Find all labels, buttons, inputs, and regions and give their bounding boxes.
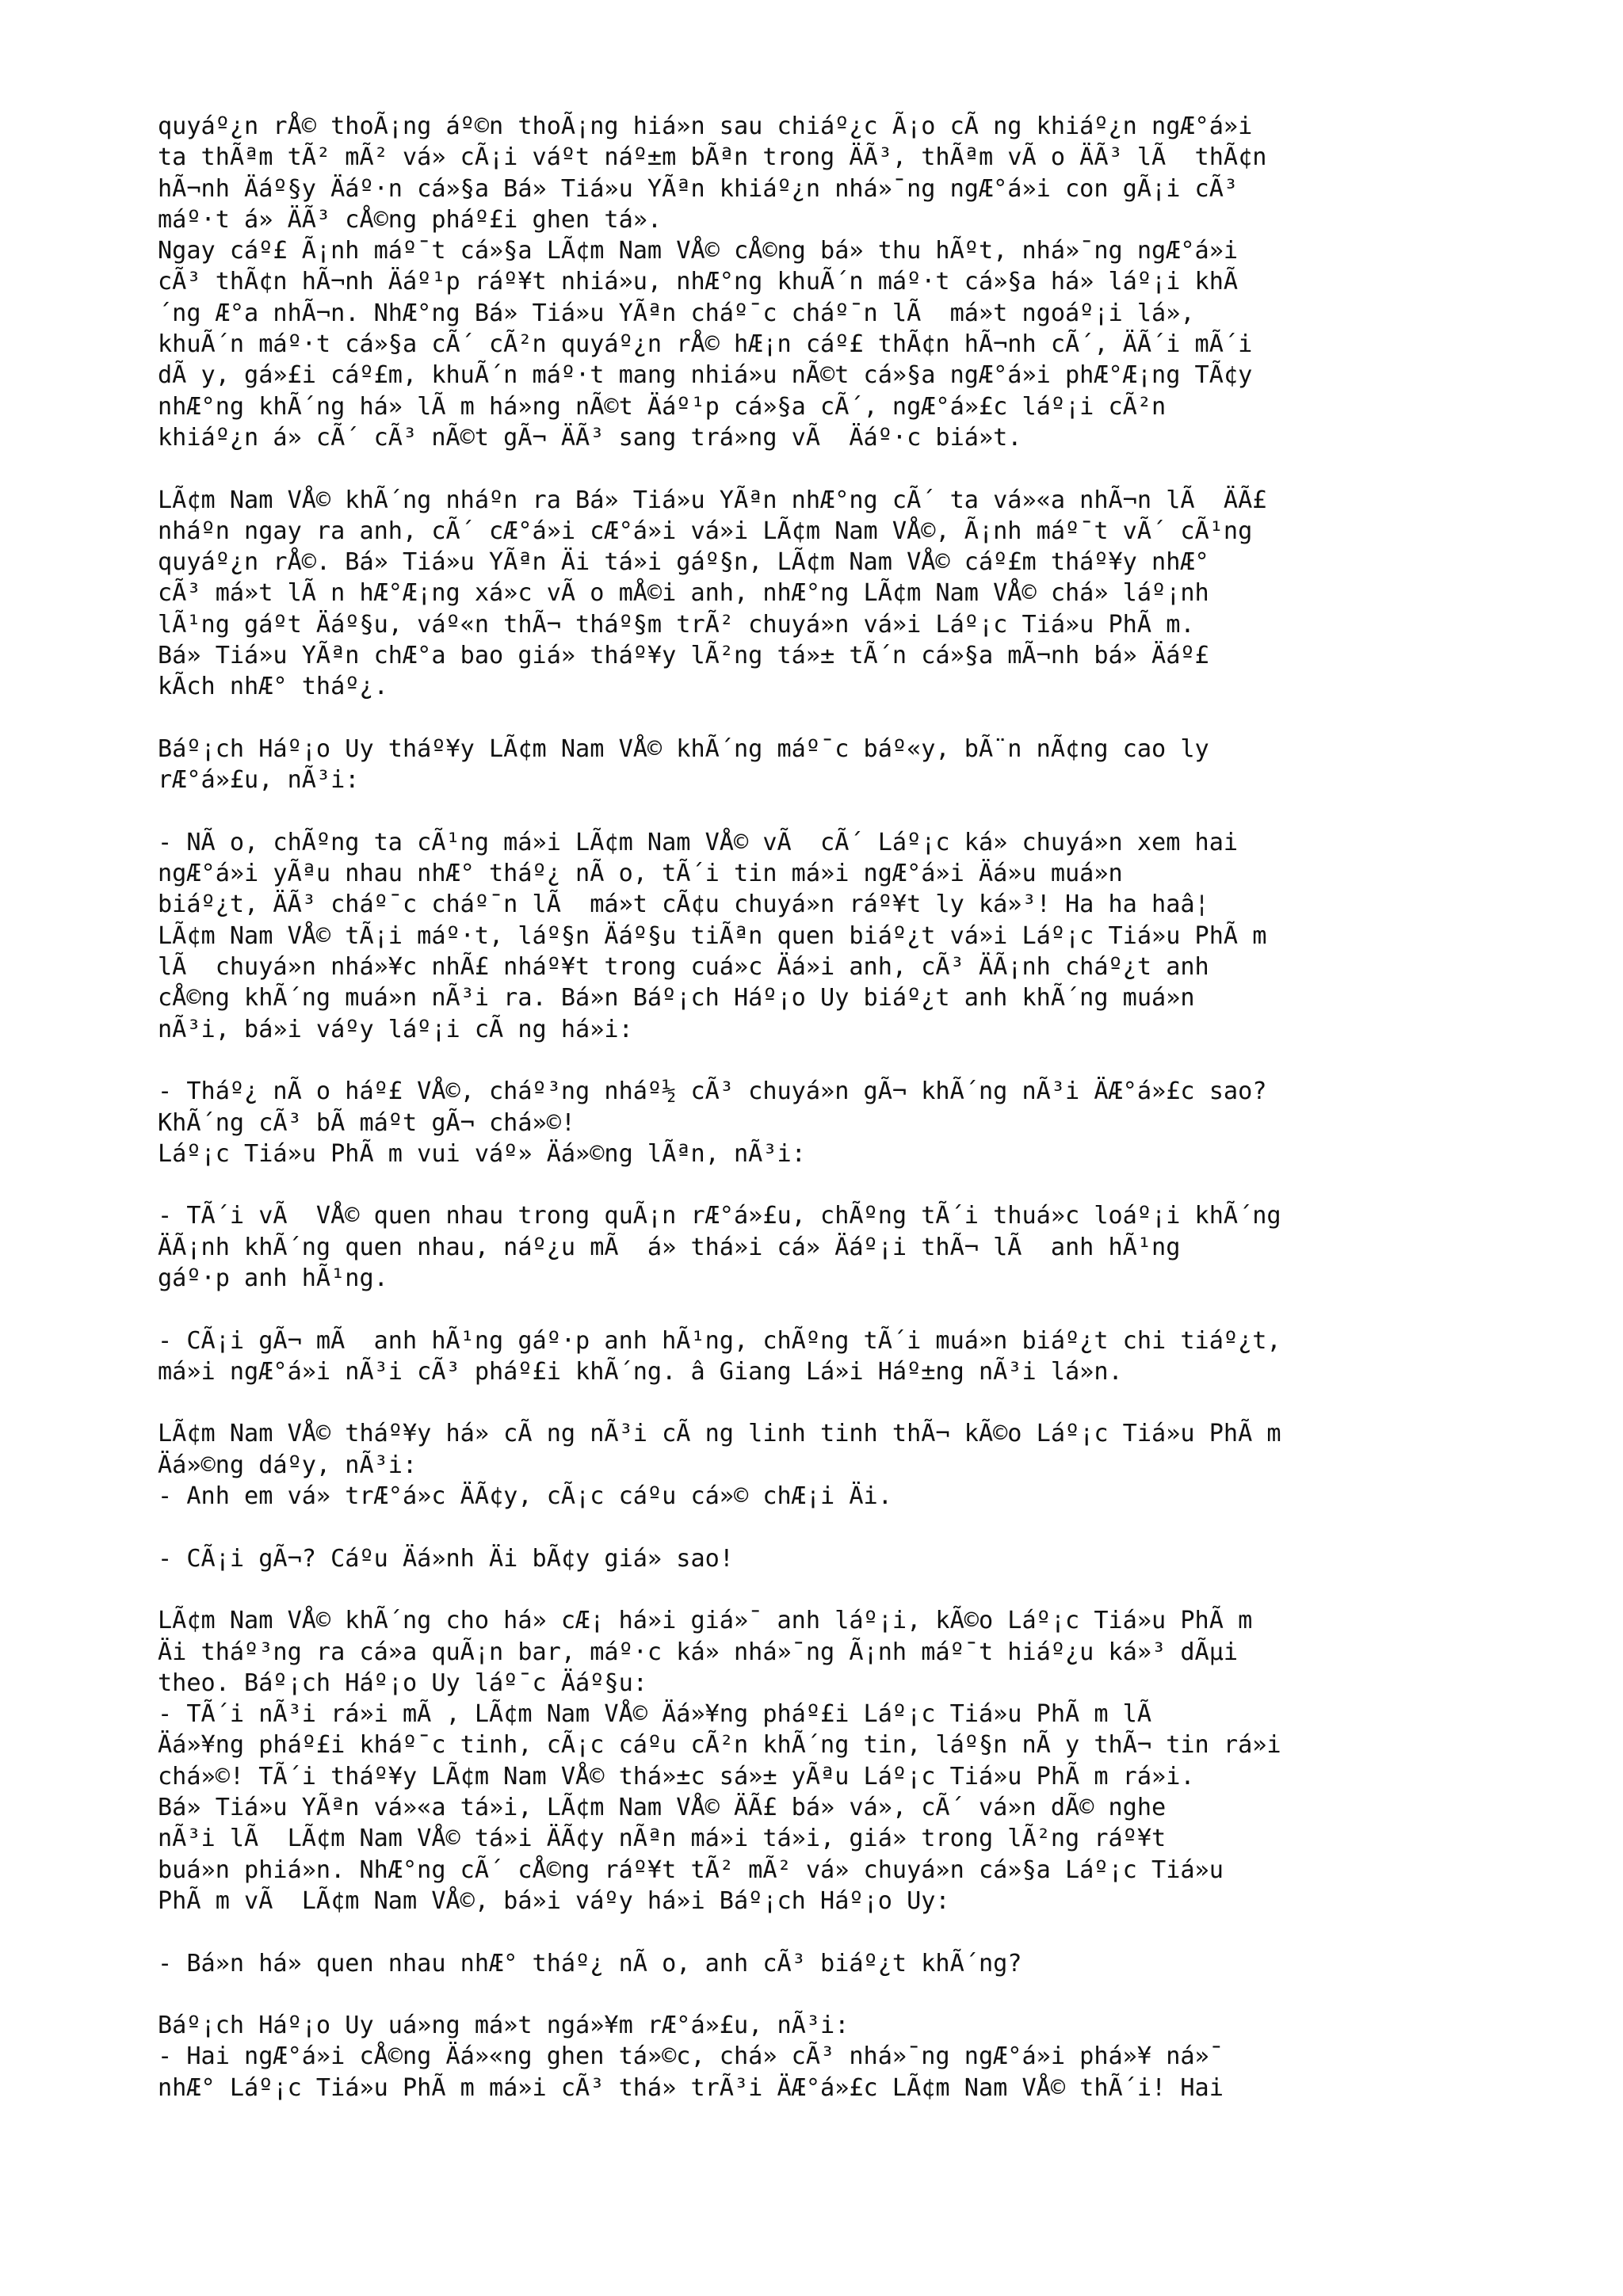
text-line: LÃ¢m Nam VÅ© tháº¥y há» cÃ ng nÃ³i cÃ ng linh tinh thÃ¬ kÃ©o Láº¡c Tiá»u PhÃ m bbox=[158, 1420, 1281, 1448]
text-line: lÃ¹ng gáºt Äáº§u, váº«n thÃ¬ tháº§m trÃ² chuyá»n vá»i Láº¡c Tiá»u PhÃ m. bbox=[158, 610, 1195, 639]
text-line: ta thÃªm tÃ² mÃ² vá» cÃ¡i váºt náº±m bÃªn trong ÄÃ³, thÃªm vÃ o ÄÃ³ lÃ thÃ¢n bbox=[158, 143, 1267, 172]
text-line: LÃ¢m Nam VÅ© khÃ´ng nháºn ra Bá» Tiá»u YÃªn nhÆ°ng cÃ´ ta vá»«a nhÃ¬n lÃ ÄÃ£ bbox=[158, 486, 1267, 514]
text-line: nÃ³i lÃ LÃ¢m Nam VÅ© tá»i ÄÃ¢y nÃªn má»i tá»i, giá» trong lÃ²ng ráº¥t bbox=[158, 1825, 1167, 1853]
text-line: theo. Báº¡ch Háº¡o Uy láº¯c Äáº§u: bbox=[158, 1669, 647, 1697]
text-line: - Tháº¿ nÃ o háº£ VÅ©, cháº³ng nháº½ cÃ³ chuyá»n gÃ¬ khÃ´ng nÃ³i ÄÆ°á»£c sao? bbox=[158, 1077, 1267, 1106]
text-line bbox=[158, 1574, 1473, 1605]
text-line: chá»©! TÃ´i tháº¥y LÃ¢m Nam VÅ© thá»±c sá»± yÃªu Láº¡c Tiá»u PhÃ m rá»i. bbox=[158, 1762, 1195, 1791]
text-line: ÄÃ¡nh khÃ´ng quen nhau, náº¿u mÃ á» thá»i cá» Äáº¡i thÃ¬ lÃ anh hÃ¹ng bbox=[158, 1233, 1181, 1261]
text-line: - Bá»n há» quen nhau nhÆ° tháº¿ nÃ o, anh cÃ³ biáº¿t khÃ´ng? bbox=[158, 1949, 1022, 1978]
text-line: - Hai ngÆ°á»i cÅ©ng Äá»«ng ghen tá»©c, chá» cÃ³ nhá»¯ng ngÆ°á»i phá»¥ ná»¯ bbox=[158, 2042, 1224, 2071]
text-line: Äi tháº³ng ra cá»a quÃ¡n bar, máº·c ká» nhá»¯ng Ã¡nh máº¯t hiáº¿u ká»³ dÃµi bbox=[158, 1638, 1239, 1666]
text-line: ´ng Æ°a nhÃ¬n. NhÆ°ng Bá» Tiá»u YÃªn cháº¯c cháº¯n lÃ má»t ngoáº¡i lá», bbox=[158, 299, 1195, 327]
text-line bbox=[158, 1294, 1473, 1325]
text-line: hÃ¬nh Äáº§y Äáº·n cá»§a Bá» Tiá»u YÃªn khiáº¿n nhá»¯ng ngÆ°á»i con gÃ¡i cÃ³ bbox=[158, 174, 1239, 203]
text-line: Äá»¥ng pháº£i kháº¯c tinh, cÃ¡c cáºu cÃ²n khÃ´ng tin, láº§n nÃ y thÃ¬ tin rá»i bbox=[158, 1731, 1281, 1760]
text-line bbox=[158, 1387, 1473, 1418]
text-line: Ngay cáº£ Ã¡nh máº¯t cá»§a LÃ¢m Nam VÅ© cÅ©ng bá» thu hÃºt, nhá»¯ng ngÆ°á»i bbox=[158, 237, 1239, 265]
text-line: nháºn ngay ra anh, cÃ´ cÆ°á»i cÆ°á»i vá»i LÃ¢m Nam VÅ©, Ã¡nh máº¯t vÃ´ cÃ¹ng bbox=[158, 517, 1253, 545]
text-line: khiáº¿n á» cÃ´ cÃ³ nÃ©t gÃ¬ ÄÃ³ sang trá»ng vÃ Äáº·c biá»t. bbox=[158, 423, 1022, 452]
text-line: cÃ³ thÃ¢n hÃ¬nh Äáº¹p ráº¥t nhiá»u, nhÆ°ng khuÃ´n máº·t cá»§a há» láº¡i khÃ bbox=[158, 268, 1239, 296]
text-line: nÃ³i, bá»i váºy láº¡i cÃ ng há»i: bbox=[158, 1015, 633, 1043]
text-line: máº·t á» ÄÃ³ cÅ©ng pháº£i ghen tá». bbox=[158, 205, 663, 234]
text-line bbox=[158, 453, 1473, 484]
text-line: - TÃ´i nÃ³i rá»i mÃ , LÃ¢m Nam VÅ© Äá»¥ng pháº£i Láº¡c Tiá»u PhÃ m lÃ bbox=[158, 1700, 1167, 1729]
text-line: nhÆ° Láº¡c Tiá»u PhÃ m má»i cÃ³ thá» trÃ³i ÄÆ°á»£c LÃ¢m Nam VÅ© thÃ´i! Hai bbox=[158, 2073, 1224, 2102]
text-line: gáº·p anh hÃ¹ng. bbox=[158, 1264, 388, 1292]
text-line: Báº¡ch Háº¡o Uy tháº¥y LÃ¢m Nam VÅ© khÃ´ng máº¯c báº«y, bÃ¨n nÃ¢ng cao ly bbox=[158, 734, 1209, 763]
text-line bbox=[158, 796, 1473, 827]
text-line: biáº¿t, ÄÃ³ cháº¯c cháº¯n lÃ má»t cÃ¢u chuyá»n ráº¥t ly ká»³! Ha ha haâ¦ bbox=[158, 891, 1209, 919]
text-line: - TÃ´i vÃ VÅ© quen nhau trong quÃ¡n rÆ°á»£u, chÃºng tÃ´i thuá»c loáº¡i khÃ´ng bbox=[158, 1202, 1281, 1230]
text-line: KhÃ´ng cÃ³ bÃ máºt gÃ¬ chá»©! bbox=[158, 1108, 576, 1137]
text-line: kÃch nhÆ° tháº¿. bbox=[158, 673, 388, 701]
document-body bbox=[158, 111, 1473, 2103]
text-line: quyáº¿n rÅ©. Bá» Tiá»u YÃªn Äi tá»i gáº§n, LÃ¢m Nam VÅ© cáº£m tháº¥y nhÆ° bbox=[158, 548, 1209, 577]
text-line bbox=[158, 1917, 1473, 1947]
text-line bbox=[158, 1979, 1473, 2010]
text-line: Äá»©ng dáºy, nÃ³i: bbox=[158, 1451, 418, 1479]
text-line: nhÆ°ng khÃ´ng há» lÃ m há»ng nÃ©t Äáº¹p cá»§a cÃ´, ngÆ°á»£c láº¡i cÃ²n bbox=[158, 392, 1167, 421]
text-line: cÃ³ má»t lÃ n hÆ°Æ¡ng xá»c vÃ o mÅ©i anh, nhÆ°ng LÃ¢m Nam VÅ© chá» láº¡nh bbox=[158, 579, 1209, 608]
text-line: Báº¡ch Háº¡o Uy uá»ng má»t ngá»¥m rÆ°á»£u, nÃ³i: bbox=[158, 2012, 850, 2040]
text-line: cÅ©ng khÃ´ng muá»n nÃ³i ra. Bá»n Báº¡ch Háº¡o Uy biáº¿t anh khÃ´ng muá»n bbox=[158, 984, 1195, 1013]
text-line: khuÃ´n máº·t cá»§a cÃ´ cÃ²n quyáº¿n rÅ© hÆ¡n cáº£ thÃ¢n hÃ¬nh cÃ´, ÄÃ´i mÃ´i bbox=[158, 330, 1253, 359]
text-line: LÃ¢m Nam VÅ© khÃ´ng cho há» cÆ¡ há»i giá»¯ anh láº¡i, kÃ©o Láº¡c Tiá»u PhÃ m bbox=[158, 1607, 1253, 1635]
text-line: - CÃ¡i gÃ¬ mÃ anh hÃ¹ng gáº·p anh hÃ¹ng, chÃºng tÃ´i muá»n biáº¿t chi tiáº¿t, bbox=[158, 1326, 1281, 1355]
text-line: ngÆ°á»i yÃªu nhau nhÆ° tháº¿ nÃ o, tÃ´i tin má»i ngÆ°á»i Äá»u muá»n bbox=[158, 860, 1123, 888]
text-line: lÃ chuyá»n nhá»¥c nhÃ£ nháº¥t trong cuá»c Äá»i anh, cÃ³ ÄÃ¡nh cháº¿t anh bbox=[158, 953, 1209, 982]
text-line bbox=[158, 1045, 1473, 1076]
text-line: má»i ngÆ°á»i nÃ³i cÃ³ pháº£i khÃ´ng. â Giang Lá»i Háº±ng nÃ³i lá»n. bbox=[158, 1357, 1123, 1386]
text-line: Bá» Tiá»u YÃªn chÆ°a bao giá» tháº¥y lÃ²ng tá»± tÃ´n cá»§a mÃ¬nh bá» Äáº£ bbox=[158, 642, 1209, 670]
text-line: LÃ¢m Nam VÅ© tÃ¡i máº·t, láº§n Äáº§u tiÃªn quen biáº¿t vá»i Láº¡c Tiá»u PhÃ m bbox=[158, 921, 1267, 950]
text-line: - Anh em vá» trÆ°á»c ÄÃ¢y, cÃ¡c cáºu cá»© chÆ¡i Äi. bbox=[158, 1482, 892, 1511]
text-line bbox=[158, 1512, 1473, 1543]
text-line: PhÃ m vÃ LÃ¢m Nam VÅ©, bá»i váºy há»i Báº¡ch Háº¡o Uy: bbox=[158, 1886, 950, 1915]
text-line: - NÃ o, chÃºng ta cÃ¹ng má»i LÃ¢m Nam VÅ© vÃ cÃ´ Láº¡c ká» chuyá»n xem hai bbox=[158, 828, 1239, 856]
text-line: buá»n phiá»n. NhÆ°ng cÃ´ cÅ©ng ráº¥t tÃ² mÃ² vá» chuyá»n cá»§a Láº¡c Tiá»u bbox=[158, 1855, 1224, 1884]
text-line: rÆ°á»£u, nÃ³i: bbox=[158, 766, 360, 795]
text-line bbox=[158, 703, 1473, 734]
text-line: Bá» Tiá»u YÃªn vá»«a tá»i, LÃ¢m Nam VÅ© ÄÃ£ bá» vá», cÃ´ vá»n dÃ© nghe bbox=[158, 1794, 1167, 1822]
text-line bbox=[158, 1169, 1473, 1200]
text-line: dÃ y, gá»£i cáº£m, khuÃ´n máº·t mang nhiá»u nÃ©t cá»§a ngÆ°á»i phÆ°Æ¡ng TÃ¢y bbox=[158, 361, 1253, 390]
text-line: - CÃ¡i gÃ¬? Cáºu Äá»nh Äi bÃ¢y giá» sao! bbox=[158, 1544, 734, 1573]
text-line: quyáº¿n rÅ© thoÃ¡ng áº©n thoÃ¡ng hiá»n sau chiáº¿c Ã¡o cÃ ng khiáº¿n ngÆ°á»i bbox=[158, 113, 1253, 140]
text-line: Láº¡c Tiá»u PhÃ m vui váº» Äá»©ng lÃªn, nÃ³i: bbox=[158, 1139, 806, 1168]
